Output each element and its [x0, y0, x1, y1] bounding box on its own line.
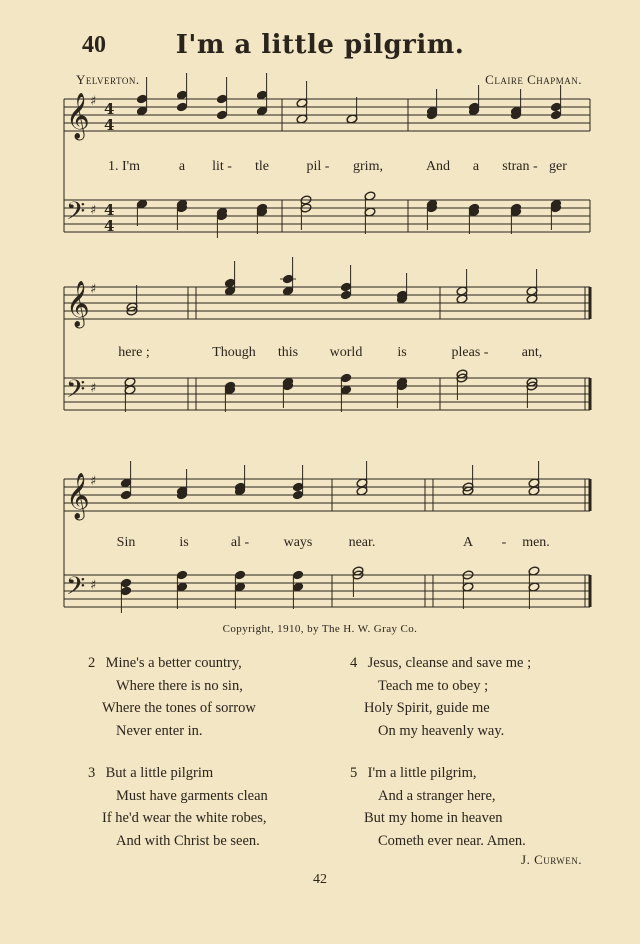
lyric-syllable: world — [329, 345, 363, 360]
tune-name: Yelverton. — [76, 72, 140, 87]
time-signature-top: 4 — [104, 100, 115, 118]
verse-line: Holy Spirit, guide me — [364, 700, 490, 716]
lyric-syllable: pleas - — [451, 345, 489, 360]
lyric-syllable: Though — [212, 345, 256, 360]
verse-line: Where there is no sin, — [116, 677, 243, 694]
lyric-syllable: - — [501, 535, 507, 550]
key-signature-sharp: ♯ — [90, 282, 97, 297]
verse-line: 3 But a little pilgrim — [88, 762, 268, 785]
lyric-syllable: this — [277, 345, 299, 360]
lyric-syllable: a — [178, 159, 186, 174]
key-signature-sharp: ♯ — [90, 381, 97, 396]
lyric-syllable: al - — [230, 535, 250, 550]
lyric-syllable: Sin — [116, 535, 136, 550]
verse-line: Never enter in. — [116, 722, 203, 739]
lyric-syllable: A — [462, 535, 474, 550]
page-number: 42 — [313, 872, 327, 887]
lyric-syllable: 1. I'm — [107, 159, 141, 174]
lyric-syllable: stran - — [502, 159, 538, 174]
verse-line: And a stranger here, — [378, 787, 496, 804]
verse-number: 5 — [350, 765, 358, 781]
verse-line: Cometh ever near. Amen. — [378, 832, 526, 849]
verse-4 — [350, 652, 531, 742]
lyric-syllable: near. — [348, 535, 376, 550]
lyric-syllable: lit - — [212, 159, 232, 174]
time-signature-bottom: 4 — [104, 217, 115, 235]
verse-5 — [350, 762, 526, 852]
verse-3 — [88, 762, 268, 852]
lyric-syllable: is — [179, 535, 189, 550]
key-signature-sharp: ♯ — [90, 578, 97, 593]
verse-number: 4 — [350, 655, 358, 671]
lyric-syllable: pil - — [306, 159, 330, 174]
verse-line: If he'd wear the white robes, — [102, 810, 267, 826]
treble-clef: 𝄞 — [66, 281, 90, 327]
lyric-syllable: grim, — [353, 159, 383, 174]
verse-2 — [88, 652, 256, 742]
verse-line: Must have garments clean — [116, 787, 268, 804]
verse-line: 5 I'm a little pilgrim, — [350, 762, 526, 785]
treble-clef: 𝄞 — [66, 473, 90, 519]
lyric-syllable: here ; — [118, 345, 150, 360]
time-signature-top: 4 — [104, 201, 115, 219]
lyric-syllable: ways — [283, 535, 313, 550]
verse-line: On my heavenly way. — [378, 722, 505, 739]
composer-name: Claire Chapman. — [485, 72, 582, 87]
lyric-syllable: tle — [255, 159, 269, 174]
text-author: J. Curwen. — [521, 852, 582, 867]
verse-number: 3 — [88, 765, 96, 781]
verse-number: 2 — [88, 655, 96, 671]
key-signature-sharp: ♯ — [90, 94, 97, 109]
verse-line: 2 Mine's a better country, — [88, 652, 256, 675]
hymn-title: I'm a little pilgrim. — [175, 30, 465, 60]
verse-line: Teach me to obey ; — [378, 677, 489, 694]
key-signature-sharp: ♯ — [90, 474, 97, 489]
treble-clef: 𝄞 — [66, 93, 90, 139]
bass-clef: 𝄢 — [66, 375, 86, 410]
lyric-syllable: men. — [522, 535, 550, 550]
copyright-notice: Copyright, 1910, by The H. W. Gray Co. — [222, 623, 418, 635]
key-signature-sharp: ♯ — [90, 203, 97, 218]
verse-line: 4 Jesus, cleanse and save me ; — [350, 652, 531, 675]
verse-line: But my home in heaven — [364, 810, 503, 826]
lyric-syllable: a — [472, 159, 480, 174]
verse-line: Where the tones of sorrow — [102, 700, 256, 716]
bass-clef: 𝄢 — [66, 572, 86, 607]
lyric-syllable: And — [425, 159, 451, 174]
verse-line: And with Christ be seen. — [116, 832, 260, 849]
lyric-syllable: is — [397, 345, 407, 360]
lyric-syllable: ant, — [521, 345, 543, 360]
bass-clef: 𝄢 — [66, 197, 86, 232]
hymn-number: 40 — [82, 32, 106, 58]
time-signature-bottom: 4 — [104, 116, 115, 134]
lyric-syllable: ger — [549, 159, 567, 174]
